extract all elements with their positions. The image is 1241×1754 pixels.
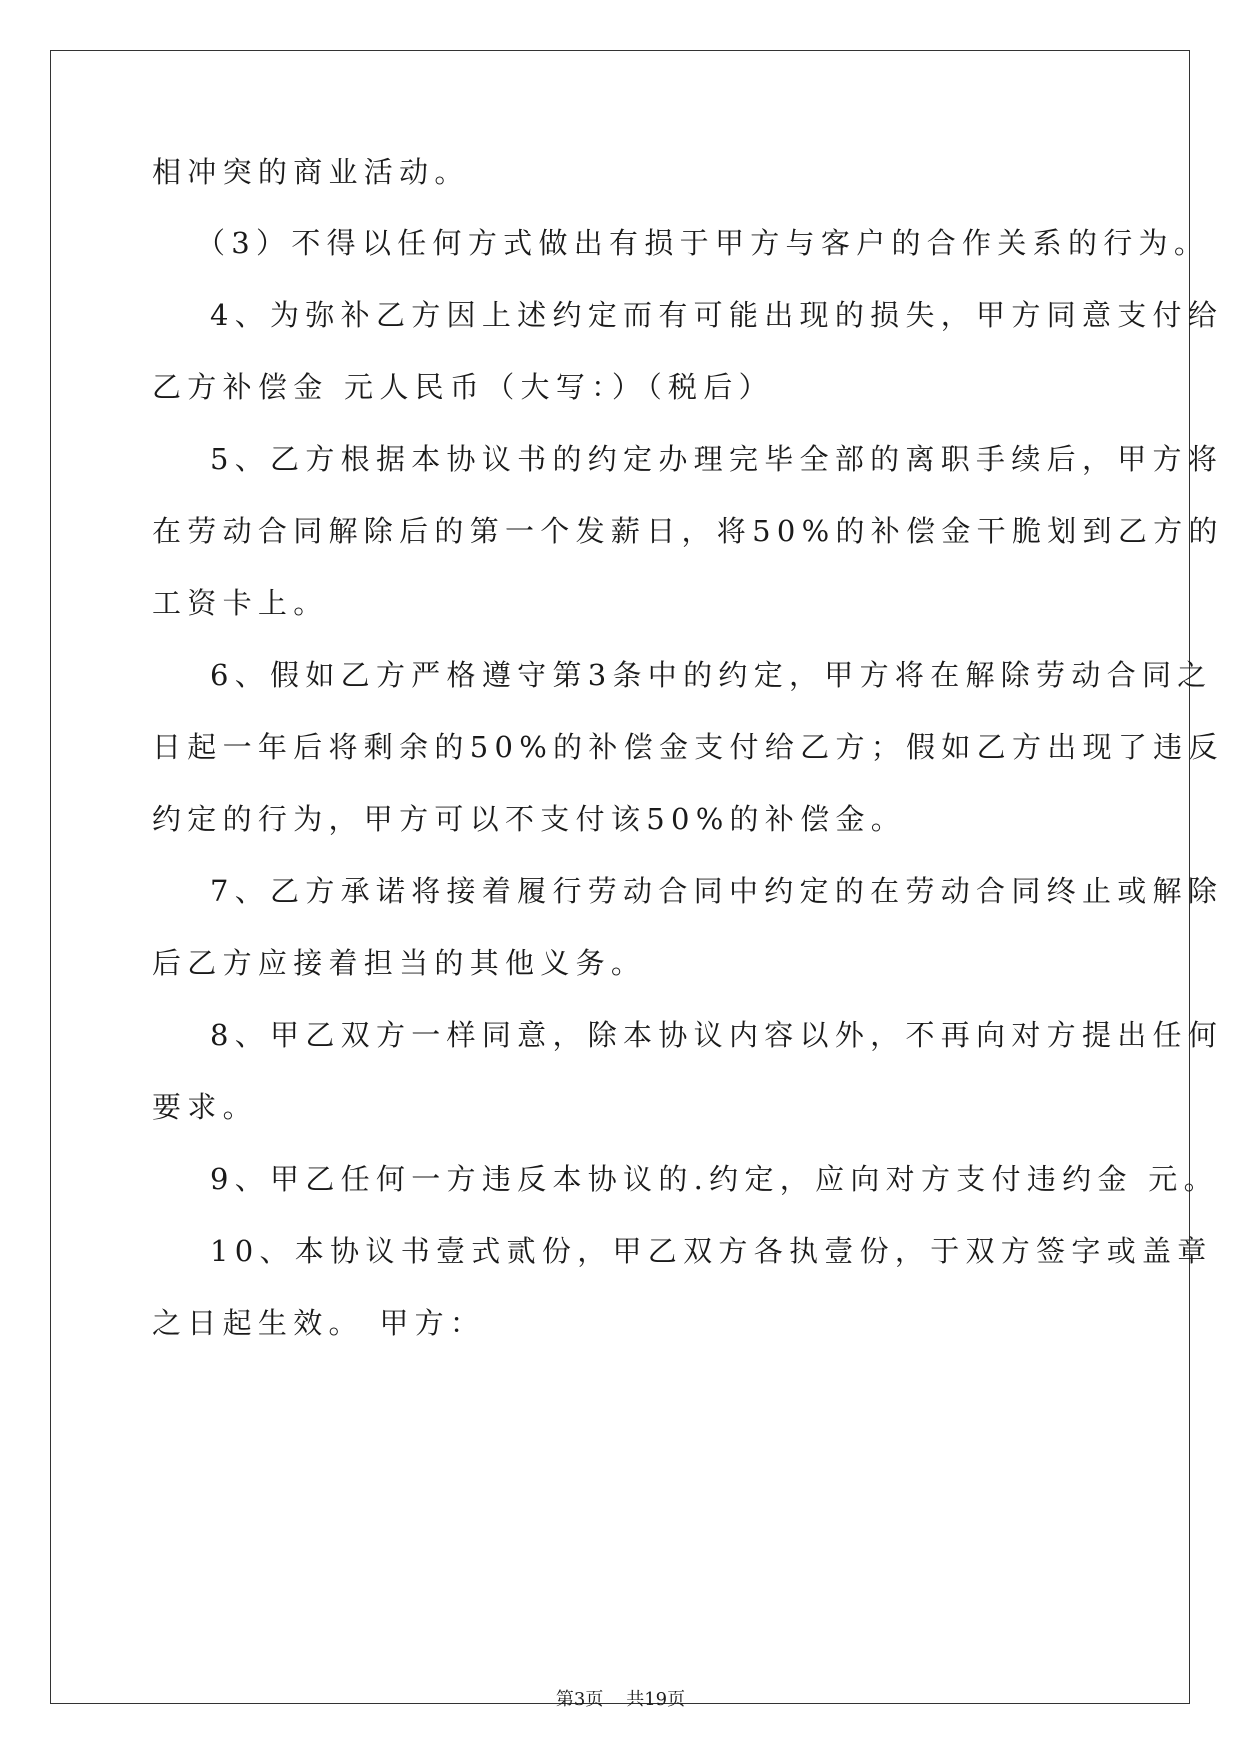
text-line: 10、本协议书壹式贰份，甲乙双方各执壹份，于双方签字或盖章	[210, 1234, 1213, 1268]
text-line: 日起一年后将剩余的50%的补偿金支付给乙方；假如乙方出现了违反	[152, 730, 1224, 764]
page-number-footer: 第3页 共19页	[555, 1689, 686, 1710]
text-line: 8、甲乙双方一样同意，除本协议内容以外，不再向对方提出任何	[210, 1018, 1224, 1052]
text-line: 7、乙方承诺将接着履行劳动合同中约定的在劳动合同终止或解除	[210, 874, 1224, 908]
text-line: 乙方补偿金 元人民币（大写：）（税后）	[152, 370, 774, 404]
text-line: 在劳动合同解除后的第一个发薪日，将50%的补偿金干脆划到乙方的	[152, 514, 1224, 548]
text-line: 工资卡上。	[152, 586, 329, 620]
text-line: 9、甲乙任何一方违反本协议的.约定，应向对方支付违约金 元。	[210, 1162, 1219, 1196]
text-line: （3）不得以任何方式做出有损于甲方与客户的合作关系的行为。	[196, 226, 1210, 260]
text-line: 4、为弥补乙方因上述约定而有可能出现的损失，甲方同意支付给	[210, 298, 1224, 332]
text-line: 5、乙方根据本协议书的约定办理完毕全部的离职手续后，甲方将	[210, 442, 1224, 476]
text-line: 后乙方应接着担当的其他义务。	[152, 946, 647, 980]
text-line: 之日起生效。 甲方：	[152, 1306, 486, 1340]
text-line: 相冲突的商业活动。	[152, 155, 470, 189]
text-line: 6、假如乙方严格遵守第3条中的约定，甲方将在解除劳动合同之	[210, 658, 1213, 692]
text-line: 要求。	[152, 1090, 258, 1124]
text-line: 约定的行为，甲方可以不支付该50%的补偿金。	[152, 802, 907, 836]
